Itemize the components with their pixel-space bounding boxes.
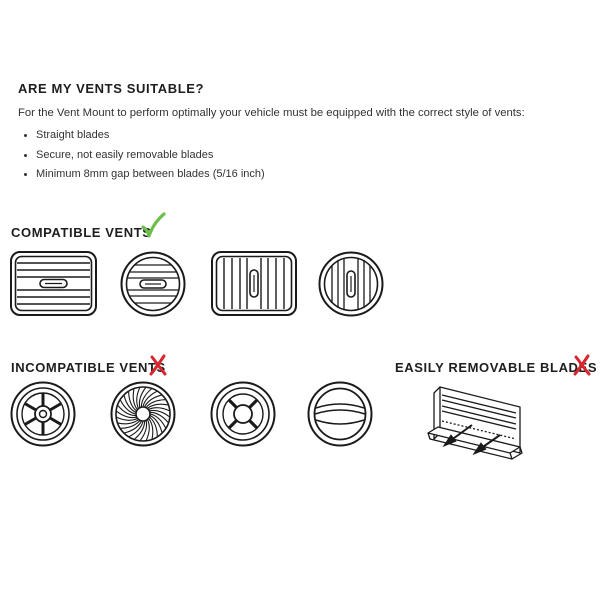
x-spoke-vent bbox=[210, 381, 276, 447]
turbine-vent bbox=[110, 381, 176, 447]
round-vertical-blades-vent bbox=[318, 251, 384, 317]
incompatible-vents-title: INCOMPATIBLE VENTS bbox=[11, 360, 166, 375]
requirement-item: Minimum 8mm gap between blades (5/16 inch) bbox=[19, 167, 265, 187]
cross-icon bbox=[149, 354, 167, 376]
rectangular-vertical-blades-vent bbox=[211, 251, 297, 316]
ball-vent bbox=[307, 381, 373, 447]
requirement-item: Secure, not easily removable blades bbox=[19, 148, 265, 168]
check-icon bbox=[140, 212, 166, 238]
requirement-item: Straight blades bbox=[19, 128, 265, 148]
round-horizontal-blades-vent bbox=[120, 251, 186, 317]
suitability-title: ARE MY VENTS SUITABLE? bbox=[18, 81, 205, 96]
removable-blades-title: EASILY REMOVABLE BLADES bbox=[395, 360, 598, 375]
rectangular-horizontal-blades-vent bbox=[10, 251, 97, 316]
spoked-wheel-vent bbox=[10, 381, 76, 447]
cross-icon bbox=[573, 354, 591, 376]
removable-blades-illustration bbox=[420, 383, 530, 483]
requirements-list bbox=[19, 128, 265, 187]
compatible-vents-title: COMPATIBLE VENTS bbox=[11, 225, 152, 240]
suitability-intro: For the Vent Mount to perform optimally your vehicle must be equipped with the correct style of vents: bbox=[18, 107, 525, 119]
